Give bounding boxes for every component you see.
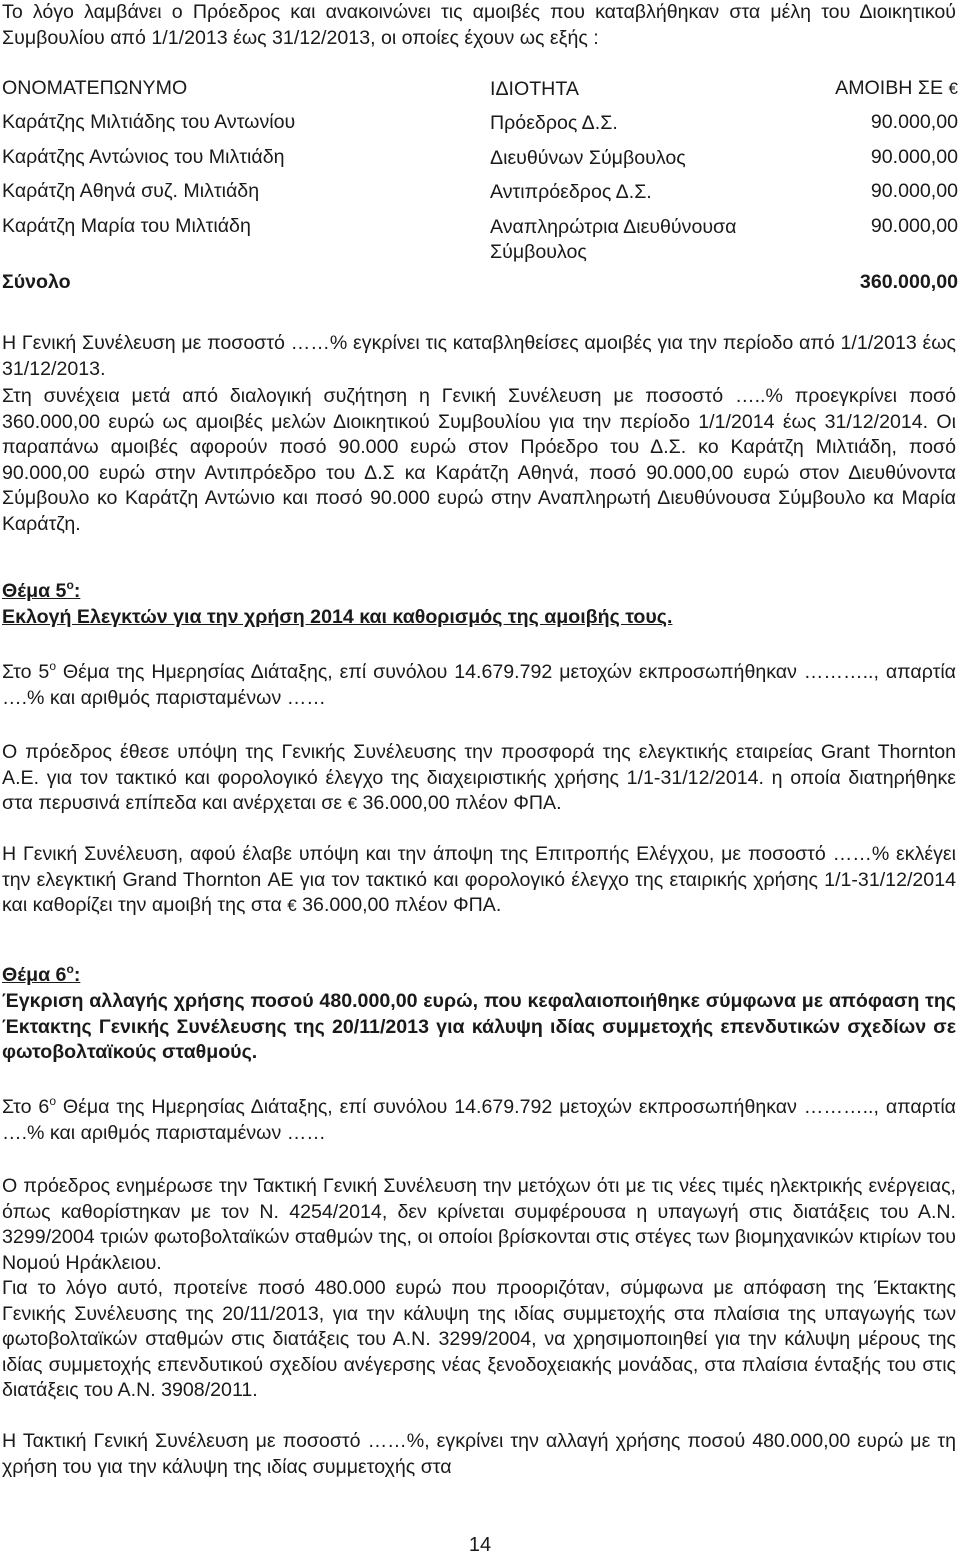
- table-row: [2, 146, 958, 172]
- row-amount: 90.000,00: [870, 180, 958, 202]
- topic6-paragraph-1: Ο πρόεδρος ενημέρωσε την Τακτική Γενική Συνέλευση την μετόχων ότι με τις νέες τιμές ηλεκτρικής ενέργειας, όπως καθορίστηκαν με τον Ν. 4254/2014, δεν κρίνεται συμφέρουσα η υπαγωγή στις διατάξεις του Α.Ν. 3299/2004 τριών φωτοβολταϊκών σταθμών της, οι οποίοι βρίσκονται στις στέγες των βιομηχανικών κτιρίων του Νομού Ηράκλειου.: [2, 1175, 956, 1274]
- header-role: ΙΔΙΟΤΗΤΑ: [490, 78, 579, 100]
- topic5-election: Η Γενική Συνέλευση, αφού έλαβε υπόψη και την άποψη της Επιτροπής Ελέγχου, με ποσοστό ……% εκλέγει την ελεγκτική Grand Thornton ΑΕ για τον τακτικό και φορολογικό έλεγχο της εταιρικής χρήσης 1/1-31/12/2014 και καθορίζει την αμοιβή της στα € 36.000,00 πλέον ΦΠΑ.: [2, 843, 956, 916]
- table-row: [2, 215, 958, 263]
- topic6-paragraph-2: Για το λόγο αυτό, προτείνε ποσό 480.000 ευρώ που προοριζόταν, σύμφωνα με απόφαση της Έκτακτης Γενικής Συνέλευσης της 20/11/2013, για την κάλυψη της ιδίας συμμετοχής στα πλαίσια της υπαγωγής των φωτοβολταϊκών σταθμών στις διατάξεις του Α.Ν. 3299/2004, να χρησιμοποιηθεί για την κάλυψη μέρους της ιδίας συμμετοχής επενδυτικού σχεδίου ανέγερσης νέας ξενοδοχειακής μονάδας, στα πλαίσια ένταξής του στις διατάξεις του Α.Ν. 3908/2011.: [2, 1277, 956, 1401]
- euro-icon: €: [948, 79, 958, 98]
- row-amount: 90.000,00: [870, 111, 958, 133]
- topic5-heading: Θέμα $5^o$:: [2, 578, 81, 602]
- table-total-row: [2, 271, 958, 297]
- approval-2013-paragraph: Η Γενική Συνέλευση με ποσοστό ……% εγκρίνει τις καταβληθείσες αμοιβές για την περίοδο από 1/1/2013 έως 31/12/2013.: [2, 332, 956, 380]
- header-amount: ΑΜΟΙΒΗ ΣΕ €: [835, 77, 958, 99]
- row-name: Καράτζη Μαρία του Μιλτιάδη: [2, 215, 251, 237]
- row-role: Πρόεδρος Δ.Σ.: [490, 112, 618, 134]
- topic6-title: Έγκριση αλλαγής χρήσης ποσού 480.000,00 ευρώ, που κεφαλαιοποιήθηκε σύμφωνα με απόφαση της Έκτακτης Γενικής Συνέλευσης της 20/11/2013 για κάλυψη ιδίας συμμετοχής επενδυτικών σχεδίων σε φωτοβολταϊκούς σταθμούς.: [2, 990, 956, 1063]
- euro-icon: €: [287, 896, 297, 915]
- row-name: Καράτζης Αντώνιος του Μιλτιάδη: [2, 146, 285, 168]
- row-name: Καράτζη Αθηνά συζ. Μιλτιάδη: [2, 180, 260, 202]
- row-role: Αναπληρώτρια Διευθύνουσα Σύμβουλος: [490, 216, 737, 263]
- topic6-heading: Θέμα $6^o$:: [2, 962, 81, 986]
- topic6-paragraph-3: Η Τακτική Γενική Συνέλευση με ποσοστό ……%, εγκρίνει την αλλαγή χρήσης ποσού 480.000,00 ευρώ με τη χρήση του για την κάλυψη της ιδίας συμμετοχής στα: [2, 1430, 956, 1478]
- preapproval-2014-paragraph: Στη συνέχεια μετά από διαλογική συζήτηση η Γενική Συνέλευση με ποσοστό …..% προεγκρίνει ποσό 360.000,00 ευρώ ως αμοιβές μελών Διοικητικού Συμβουλίου για την περίοδο 1/1/2014 έως 31/12/2014. Οι παραπάνω αμοιβές αφορούν ποσό 90.000 ευρώ στον Πρόεδρο του Δ.Σ. κο Καράτζη Μιλτιάδη, ποσό 90.000,00 ευρώ στην Αντιπρόεδρο του Δ.Σ κα Καράτζη Αθηνά, ποσό 90.000,00 ευρώ στον Διευθύνοντα Σύμβουλο κο Καράτζη Αντώνιο και ποσό 90.000 ευρώ στην Αναπληρωτή Διευθύνουσα Σύμβουλο κα Μαρία Καράτζη.: [2, 385, 956, 535]
- topic5-offer: Ο πρόεδρος έθεσε υπόψη της Γενικής Συνέλευσης την προσφορά της ελεγκτικής εταιρείας Grant Thornton Α.Ε. για τον τακτικό και φορολογικό έλεγχο της διαχειριστικής χρήσης 1/1-31/12/2014. η οποία διατηρήθηκε στα περυσινά επίπεδα και ανέρχεται σε € 36.000,00 πλέον ΦΠΑ.: [2, 741, 956, 814]
- row-role: Αντιπρόεδρος Δ.Σ.: [490, 181, 652, 203]
- total-label: Σύνολο: [2, 271, 71, 293]
- total-amount: 360.000,00: [859, 271, 958, 293]
- page-number: 14: [468, 1534, 492, 1556]
- topic6-quorum: Στο $6^o$ Θέμα της Ημερησίας Διάταξης, επί συνόλου 14.679.792 μετοχών εκπροσωπήθηκαν ……….., απαρτία ….% και αριθμός παρισταμένων ……: [2, 1094, 956, 1144]
- topic5-quorum: Στο $5^o$ Θέμα της Ημερησίας Διάταξης, επί συνόλου 14.679.792 μετοχών εκπροσωπήθηκαν ……….., απαρτία ….% και αριθμός παρισταμένων ……: [2, 659, 956, 709]
- row-name: Καράτζης Μιλτιάδης του Αντωνίου: [2, 111, 296, 133]
- intro-paragraph: Το λόγο λαμβάνει ο Πρόεδρος και ανακοινώνει τις αμοιβές που καταβλήθηκαν στα μέλη του Διοικητικού Συμβουλίου από 1/1/2013 έως 31/12/2013, οι οποίες έχουν ως εξής :: [2, 1, 956, 49]
- euro-icon: €: [347, 794, 358, 813]
- row-amount: 90.000,00: [870, 146, 958, 168]
- row-amount: 90.000,00: [870, 215, 958, 237]
- row-role: Διευθύνων Σύμβουλος: [490, 147, 686, 169]
- table-row: [2, 180, 958, 206]
- topic5-title: Εκλογή Ελεγκτών για την χρήση 2014 και καθορισμός της αμοιβής τους.: [2, 606, 673, 628]
- table-row: [2, 111, 958, 137]
- header-name: ΟΝΟΜΑΤΕΠΩΝΥΜΟ: [2, 77, 188, 99]
- table-header-row: [2, 77, 958, 103]
